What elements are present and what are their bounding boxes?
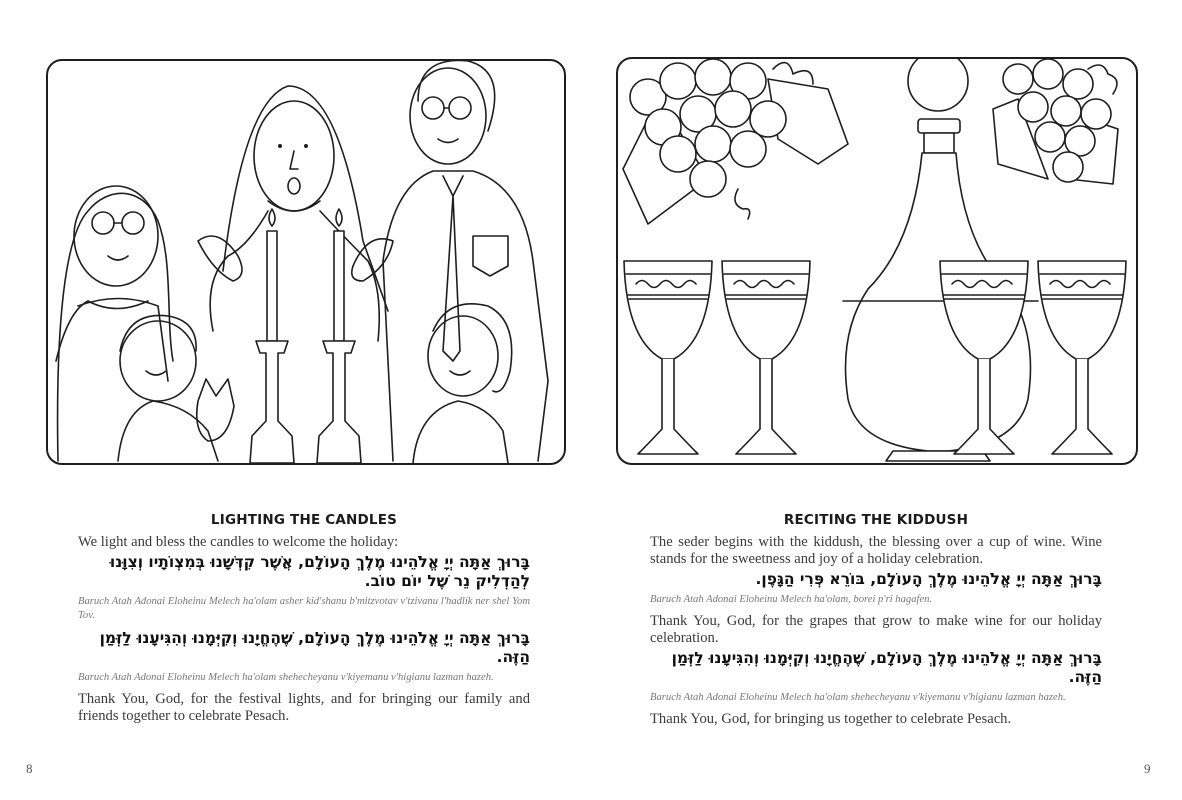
right-page-text bbox=[650, 512, 1102, 730]
wine-goblet-2 bbox=[722, 261, 810, 454]
shehecheyanu-transliteration: Baruch Atah Adonai Eloheinu Melech ha'olam shehecheyanu v'kiyemanu v'higianu lazman hazeh. bbox=[78, 672, 494, 683]
blessing-hebrew: בָּרוּךְ אַתָּה יְיָ אֱלֹהֵינוּ מֶלֶךְ הָעוֹלָם, אֲשֶׁר קִדְּשָׁנוּ בְּמִצְוֹתָיו וְצִוָּנוּ לְהַדְלִיק נֵר שֶׁל יוֹם טוֹב. bbox=[109, 553, 530, 590]
kiddush-blessing-hebrew: בָּרוּךְ אַתָּה יְיָ אֱלֹהֵינוּ מֶלֶךְ הָעוֹלָם, בּוֹרֵא פְּרִי הַגָּפֶן. bbox=[755, 570, 1102, 588]
left-page-text bbox=[78, 512, 530, 727]
page-number-right: 9 bbox=[1144, 761, 1151, 776]
section-title: LIGHTING THE CANDLES bbox=[210, 512, 398, 528]
intro-text: We light and bless the candles to welcome the holiday: bbox=[78, 534, 399, 550]
wine-goblet-4 bbox=[1038, 261, 1126, 454]
girl-with-glasses-figure bbox=[56, 186, 173, 461]
page-number-left: 8 bbox=[26, 761, 33, 776]
grape-cluster-left bbox=[623, 59, 848, 224]
father-with-glasses-figure bbox=[383, 61, 548, 461]
grape-cluster-right bbox=[993, 59, 1118, 184]
wine-goblet-1 bbox=[624, 261, 712, 454]
middle-text: Thank You, God, for the grapes that grow to make wine for our holiday celebration. bbox=[650, 613, 1102, 646]
candlesticks bbox=[250, 209, 361, 463]
closing-text: Thank You, God, for bringing us together to celebrate Pesach. bbox=[650, 711, 1012, 727]
child-with-bangs-figure bbox=[413, 304, 512, 463]
decanter-with-stopper bbox=[843, 59, 1038, 461]
shehecheyanu-transliteration: Baruch Atah Adonai Eloheinu Melech ha'olam shehecheyanu v'kiyemanu v'higianu lazman hazeh. bbox=[650, 692, 1066, 703]
closing-text: Thank You, God, for the festival lights, and for bringing our family and friends together to celebrate Pesach. bbox=[78, 691, 530, 724]
mother-with-head-covering-figure bbox=[198, 86, 393, 341]
section-title: RECITING THE KIDDUSH bbox=[783, 512, 969, 528]
illustration-frame-candle-lighting bbox=[46, 59, 566, 465]
blessing-transliteration: Baruch Atah Adonai Eloheinu Melech ha'olam asher kid'shanu b'mitzvotav v'tzivanu l'hadlik ner shel Yom Tov. bbox=[78, 596, 530, 621]
family-candle-lighting-illustration bbox=[48, 61, 564, 463]
kiddush-blessing-transliteration: Baruch Atah Adonai Eloheinu Melech ha'olam, borei p'ri hagafen. bbox=[650, 594, 933, 605]
boy-with-cat-figure bbox=[118, 315, 234, 461]
kiddush-wine-set-illustration bbox=[618, 59, 1136, 463]
illustration-frame-kiddush bbox=[616, 57, 1138, 465]
shehecheyanu-hebrew: בָּרוּךְ אַתָּה יְיָ אֱלֹהֵינוּ מֶלֶךְ הָעוֹלָם, שֶׁהֶחֱיָנוּ וְקִיְּמָנוּ וְהִגִּיעָנוּ לַזְּמַן הַזֶּה. bbox=[671, 649, 1102, 686]
shehecheyanu-hebrew: בָּרוּךְ אַתָּה יְיָ אֱלֹהֵינוּ מֶלֶךְ הָעוֹלָם, שֶׁהֶחֱיָנוּ וְקִיְּמָנוּ וְהִגִּיעָנוּ לַזְּמַן הַזֶּה. bbox=[99, 629, 530, 666]
intro-text: The seder begins with the kiddush, the blessing over a cup of wine. Wine stands for the sweetness and joy of a holiday celebration. bbox=[650, 534, 1102, 567]
